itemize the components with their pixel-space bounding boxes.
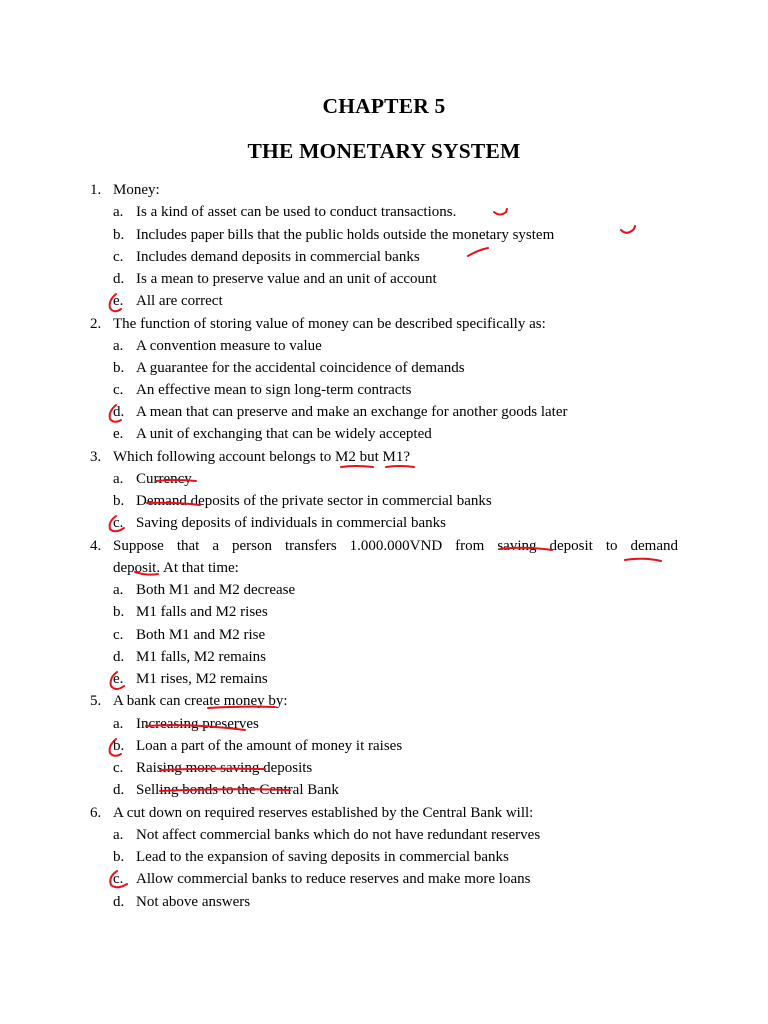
- option-text: A mean that can preserve and make an exchange for another goods later: [136, 404, 568, 420]
- chapter-title: THE MONETARY SYSTEM: [247, 139, 521, 163]
- question-number: 4.: [90, 538, 102, 554]
- option-letter: a.: [113, 471, 124, 487]
- option-letter: d.: [113, 649, 125, 665]
- option-letter: d.: [113, 271, 125, 287]
- option-letter: c.: [113, 249, 124, 265]
- underline-mark: [625, 559, 661, 561]
- check-mark-icon: [494, 209, 507, 215]
- question-number: 5.: [90, 693, 102, 709]
- option-text: M1 falls, M2 remains: [136, 649, 266, 665]
- option-text: Allow commercial banks to reduce reserves and make more loans: [136, 871, 531, 887]
- option-text: An effective mean to sign long-term contracts: [136, 382, 412, 398]
- option-letter: a.: [113, 338, 124, 354]
- option-letter: c.: [113, 760, 124, 776]
- option-text: A guarantee for the accidental coincidence of demands: [136, 360, 465, 376]
- option-text: Not above answers: [136, 894, 251, 910]
- option-letter: a.: [113, 716, 124, 732]
- question-text: Which following account belongs to M2 but M1?: [113, 449, 411, 465]
- option-letter: e.: [113, 671, 124, 687]
- option-letter: b.: [113, 227, 125, 243]
- option-text: Is a kind of asset can be used to conduct transactions.: [136, 204, 457, 220]
- option-text: Demand deposits of the private sector in commercial banks: [136, 493, 492, 509]
- option-text: Both M1 and M2 rise: [136, 627, 266, 643]
- option-text: All are correct: [136, 293, 223, 309]
- option-letter: a.: [113, 204, 124, 220]
- option-text: A convention measure to value: [136, 338, 322, 354]
- option-text: A unit of exchanging that can be widely accepted: [136, 426, 432, 442]
- option-text: Is a mean to preserve value and an unit of account: [136, 271, 437, 287]
- check-mark-icon: [468, 248, 488, 256]
- option-letter: e.: [113, 293, 124, 309]
- question-text: The function of storing value of money can be described specifically as:: [113, 316, 546, 332]
- question-text: A cut down on required reserves established by the Central Bank will:: [113, 805, 534, 821]
- option-text: Lead to the expansion of saving deposits in commercial banks: [136, 849, 509, 865]
- option-letter: b.: [113, 849, 125, 865]
- option-text: M1 rises, M2 remains: [136, 671, 268, 687]
- option-letter: e.: [113, 426, 124, 442]
- option-text: Not affect commercial banks which do not have redundant reserves: [136, 827, 541, 843]
- option-letter: c.: [113, 627, 124, 643]
- option-text: Loan a part of the amount of money it raises: [136, 738, 403, 754]
- question-number: 3.: [90, 449, 102, 465]
- option-text: Increasing preserves: [136, 716, 259, 732]
- option-text: Saving deposits of individuals in commercial banks: [136, 515, 446, 531]
- question-number: 2.: [90, 316, 102, 332]
- question-text: Money:: [113, 182, 160, 198]
- question-text-continued: [113, 557, 239, 579]
- option-letter: a.: [113, 827, 124, 843]
- option-letter: c.: [113, 871, 124, 887]
- option-letter: b.: [113, 360, 125, 376]
- option-text: Both M1 and M2 decrease: [136, 582, 296, 598]
- option-text: M1 falls and M2 rises: [136, 604, 268, 620]
- option-letter: c.: [113, 382, 124, 398]
- option-letter: b.: [113, 604, 125, 620]
- option-letter: d.: [113, 894, 125, 910]
- check-mark-icon: [621, 226, 635, 233]
- option-letter: c.: [113, 515, 124, 531]
- option-text: Currency: [136, 471, 192, 487]
- option-letter: b.: [113, 493, 125, 509]
- option-text: Selling bonds to the Central Bank: [136, 782, 339, 798]
- question-text: A bank can create money by:: [113, 693, 288, 709]
- option-text: Raising more saving deposits: [136, 760, 313, 776]
- option-text: Includes paper bills that the public holds outside the monetary system: [136, 227, 555, 243]
- question-text: Suppose that a person transfers 1.000.000VND from saving deposit to demand: [113, 538, 678, 554]
- question-number: 6.: [90, 805, 102, 821]
- option-text: Includes demand deposits in commercial banks: [136, 249, 420, 265]
- question-number: 1.: [90, 182, 102, 198]
- option-letter: a.: [113, 582, 124, 598]
- option-letter: b.: [113, 738, 125, 754]
- option-letter: d.: [113, 404, 125, 420]
- option-letter: d.: [113, 782, 125, 798]
- question-text-continued-span: deposit. At that time:: [113, 560, 239, 576]
- chapter-heading: CHAPTER 5: [322, 94, 446, 118]
